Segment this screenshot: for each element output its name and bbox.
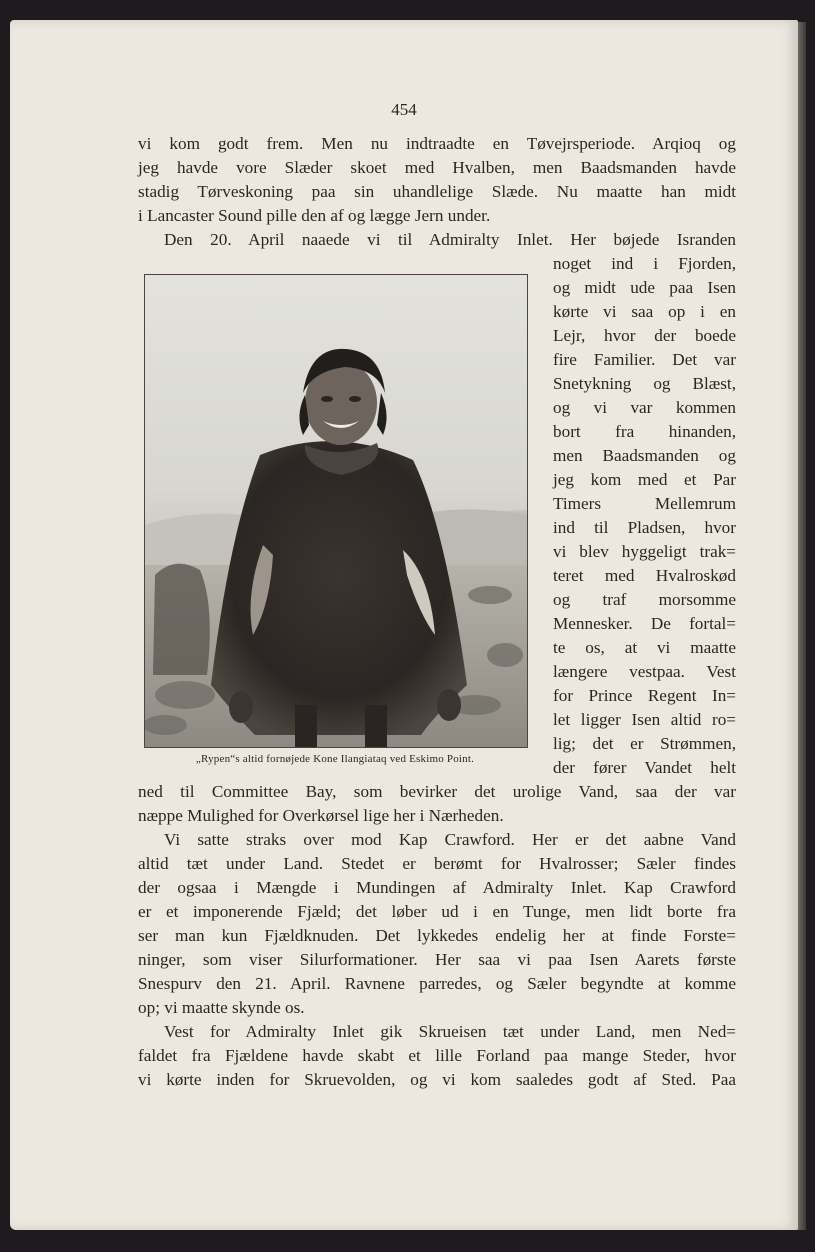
column-line: Lejr, hvor der boede xyxy=(553,326,736,345)
column-line: og midt ude paa Isen xyxy=(553,278,736,297)
text-line: er et imponerende Fjæld; det løber ud i en Tunge, men lidt borte fra xyxy=(138,902,736,921)
column-line: Snetykning og Blæst, xyxy=(553,374,736,393)
column-line: jeg kom med et Par xyxy=(553,470,736,489)
photo-caption: „Rypen“s altid fornøjede Kone Ilangiataq ved Eskimo Point. xyxy=(195,753,475,765)
book-page xyxy=(10,20,798,1230)
text-line: vi kom godt frem. Men nu indtraadte en Tøvejrsperiode. Arqioq og xyxy=(138,134,736,153)
photograph xyxy=(144,274,528,748)
text-line: næppe Mulighed for Overkørsel lige her i Nærheden. xyxy=(138,806,504,825)
column-line: let ligger Isen altid ro= xyxy=(553,710,736,729)
column-line: og vi var kommen xyxy=(553,398,736,417)
column-line: Mennesker. De fortal= xyxy=(553,614,736,633)
text-line: ninger, som viser Silurformationer. Her saa vi paa Isen Aarets første xyxy=(138,950,736,969)
column-line: Timers Mellemrum xyxy=(553,494,736,513)
column-line: teret med Hvalroskød xyxy=(553,566,736,585)
column-line: kørte vi saa op i en xyxy=(553,302,736,321)
column-line: vi blev hyggeligt trak= xyxy=(553,542,736,561)
text-line: jeg havde vore Slæder skoet med Hvalben, men Baadsmanden havde xyxy=(138,158,736,177)
text-line: Den 20. April naaede vi til Admiralty Inlet. Her bøjede Isranden xyxy=(164,230,736,249)
column-line: fire Familier. Det var xyxy=(553,350,736,369)
column-line: og traf morsomme xyxy=(553,590,736,609)
text-line: op; vi maatte skynde os. xyxy=(138,998,305,1017)
column-line: noget ind i Fjorden, xyxy=(553,254,736,273)
text-line: der ogsaa i Mængde i Mundingen af Admiralty Inlet. Kap Crawford xyxy=(138,878,736,897)
column-line: te os, at vi maatte xyxy=(553,638,736,657)
text-line: Vest for Admiralty Inlet gik Skrueisen tæt under Land, men Ned= xyxy=(164,1022,736,1041)
column-line: længere vestpaa. Vest xyxy=(553,662,736,681)
column-line: der fører Vandet helt xyxy=(553,758,736,777)
text-line: Vi satte straks over mod Kap Crawford. Her er det aabne Vand xyxy=(164,830,736,849)
text-line: ned til Committee Bay, som bevirker det urolige Vand, saa der var xyxy=(138,782,736,801)
column-line: for Prince Regent In= xyxy=(553,686,736,705)
photo-illustration xyxy=(145,275,527,747)
text-line: ser man kun Fjældknuden. Det lykkedes endelig her at finde Forste= xyxy=(138,926,736,945)
column-line: lig; det er Strømmen, xyxy=(553,734,736,753)
text-line: Snespurv den 21. April. Ravnene parredes, og Sæler begyndte at komme xyxy=(138,974,736,993)
text-line: stadig Tørveskoning paa sin uhandlelige Slæde. Nu maatte han midt xyxy=(138,182,736,201)
column-line: ind til Pladsen, hvor xyxy=(553,518,736,537)
text-line: i Lancaster Sound pille den af og lægge Jern under. xyxy=(138,206,491,225)
column-line: bort fra hinanden, xyxy=(553,422,736,441)
text-line: altid tæt under Land. Stedet er berømt for Hvalrosser; Sæler findes xyxy=(138,854,736,873)
text-line: vi kørte inden for Skruevolden, og vi kom saaledes godt af Sted. Paa xyxy=(138,1070,736,1089)
page-number: 454 xyxy=(391,100,417,119)
column-line: men Baadsmanden og xyxy=(553,446,736,465)
text-line: faldet fra Fjældene havde skabt et lille Forland paa mange Steder, hvor xyxy=(138,1046,736,1065)
